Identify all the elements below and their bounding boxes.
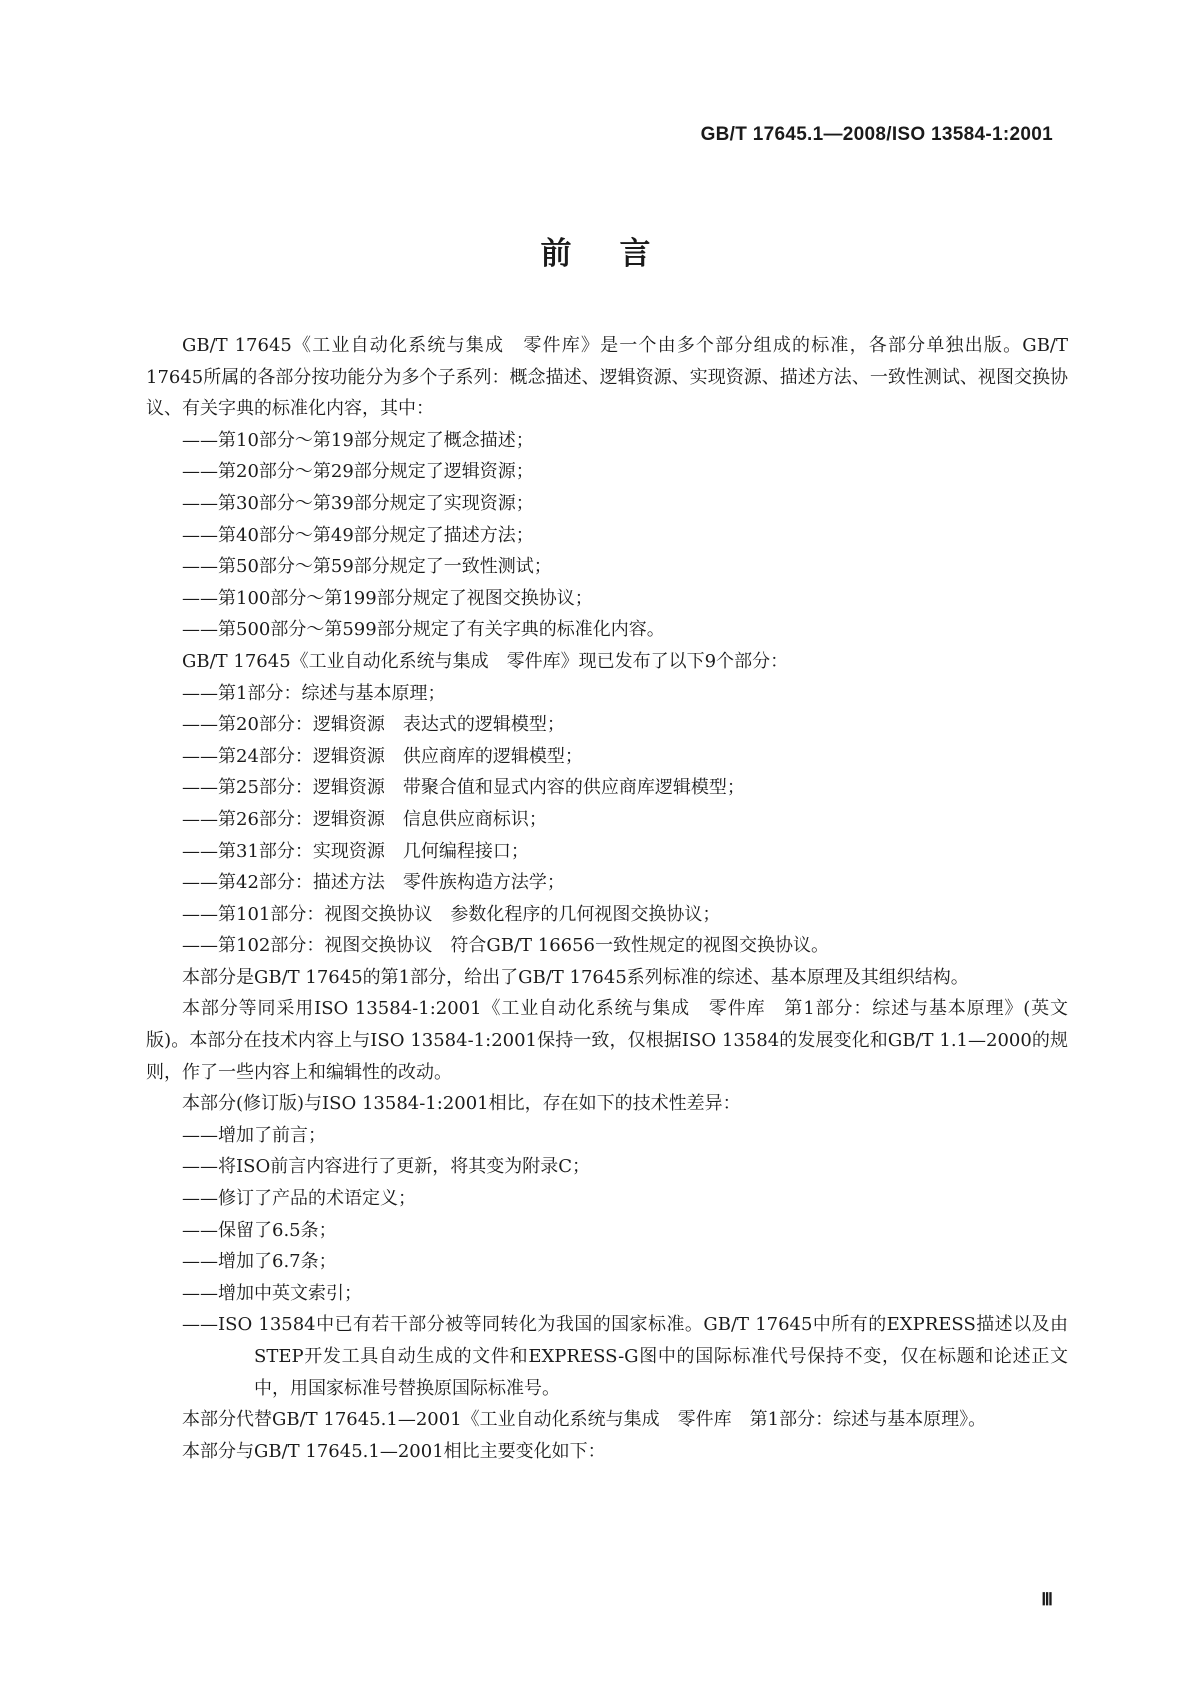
list-item: ——第42部分：描述方法 零件族构造方法学； — [182, 872, 565, 894]
list-item: ——第102部分：视图交换协议 符合GB/T 16656一致性规定的视图交换协议。 — [182, 935, 830, 957]
list-item: ——第50部分～第59部分规定了一致性测试； — [182, 556, 552, 578]
list-item: ——第10部分～第19部分规定了概念描述； — [182, 429, 534, 451]
list-item: ——第20部分～第29部分规定了逻辑资源； — [182, 461, 534, 483]
list-item: ——第24部分：逻辑资源 供应商库的逻辑模型； — [182, 745, 583, 767]
list-item: ——第25部分：逻辑资源 带聚合值和显式内容的供应商库逻辑模型； — [182, 777, 745, 799]
page-number: Ⅲ — [1041, 1590, 1053, 1609]
adoption-paragraph: 本部分等同采用ISO 13584-1:2001《工业自动化系统与集成 零件库 第1部分：综述与基本原理》(英文版)。本部分在技术内容上与ISO 13584-1:2001保持一致，仅根据ISO 13584的发展变化和GB/T 1.1—2000的规则，作了一些内容上和编辑性的改动。 — [146, 998, 1068, 1083]
foreword-body — [146, 330, 1068, 1467]
list-item: ——第1部分：综述与基本原理； — [182, 682, 446, 704]
list-item: ——第26部分：逻辑资源 信息供应商标识； — [182, 808, 547, 830]
list-item: ——增加中英文索引； — [182, 1282, 362, 1304]
list-item: ——ISO 13584中已有若干部分被等同转化为我国的国家标准。GB/T 17645中所有的EXPRESS描述以及由STEP开发工具自动生成的文件和EXPRESS-G图中的国际标准代号保持不变，仅在标题和论述正文中，用国家标准号替换原国际标准号。 — [182, 1314, 1068, 1399]
list-item: ——将ISO前言内容进行了更新，将其变为附录C； — [182, 1156, 590, 1178]
differences-intro: 本部分(修订版)与ISO 13584-1:2001相比，存在如下的技术性差异： — [182, 1093, 741, 1115]
list-item: ——第20部分：逻辑资源 表达式的逻辑模型； — [182, 714, 565, 736]
published-parts-intro: GB/T 17645《工业自动化系统与集成 零件库》现已发布了以下9个部分： — [182, 650, 789, 672]
list-item: ——第100部分～第199部分规定了视图交换协议； — [182, 587, 593, 609]
part-statement-paragraph: 本部分是GB/T 17645的第1部分，给出了GB/T 17645系列标准的综述、基本原理及其组织结构。 — [182, 966, 969, 988]
list-item: ——修订了产品的术语定义； — [182, 1188, 416, 1210]
standard-code-header: GB/T 17645.1—2008/ISO 13584-1:2001 — [700, 124, 1053, 145]
intro-paragraph: GB/T 17645《工业自动化系统与集成 零件库》是一个由多个部分组成的标准，各部分单独出版。GB/T 17645所属的各部分按功能分为多个子系列：概念描述、逻辑资源、实现资源、描述方法、一致性测试、视图交换协议、有关字典的标准化内容，其中： — [146, 335, 1068, 420]
list-item: ——第30部分～第39部分规定了实现资源； — [182, 492, 534, 514]
list-item: ——第101部分：视图交换协议 参数化程序的几何视图交换协议； — [182, 903, 721, 925]
changes-intro: 本部分与GB/T 17645.1—2001相比主要变化如下： — [182, 1440, 606, 1462]
list-item: ——第500部分～第599部分规定了有关字典的标准化内容。 — [182, 619, 665, 641]
list-item: ——第40部分～第49部分规定了描述方法； — [182, 524, 534, 546]
list-item: ——保留了6.5条； — [182, 1219, 337, 1241]
list-item: ——增加了前言； — [182, 1124, 326, 1146]
list-item: ——第31部分：实现资源 几何编程接口； — [182, 840, 529, 862]
list-item: ——增加了6.7条； — [182, 1251, 337, 1273]
page-title: 前言 — [540, 236, 699, 272]
replaces-paragraph: 本部分代替GB/T 17645.1—2001《工业自动化系统与集成 零件库 第1部分：综述与基本原理》。 — [182, 1409, 987, 1431]
